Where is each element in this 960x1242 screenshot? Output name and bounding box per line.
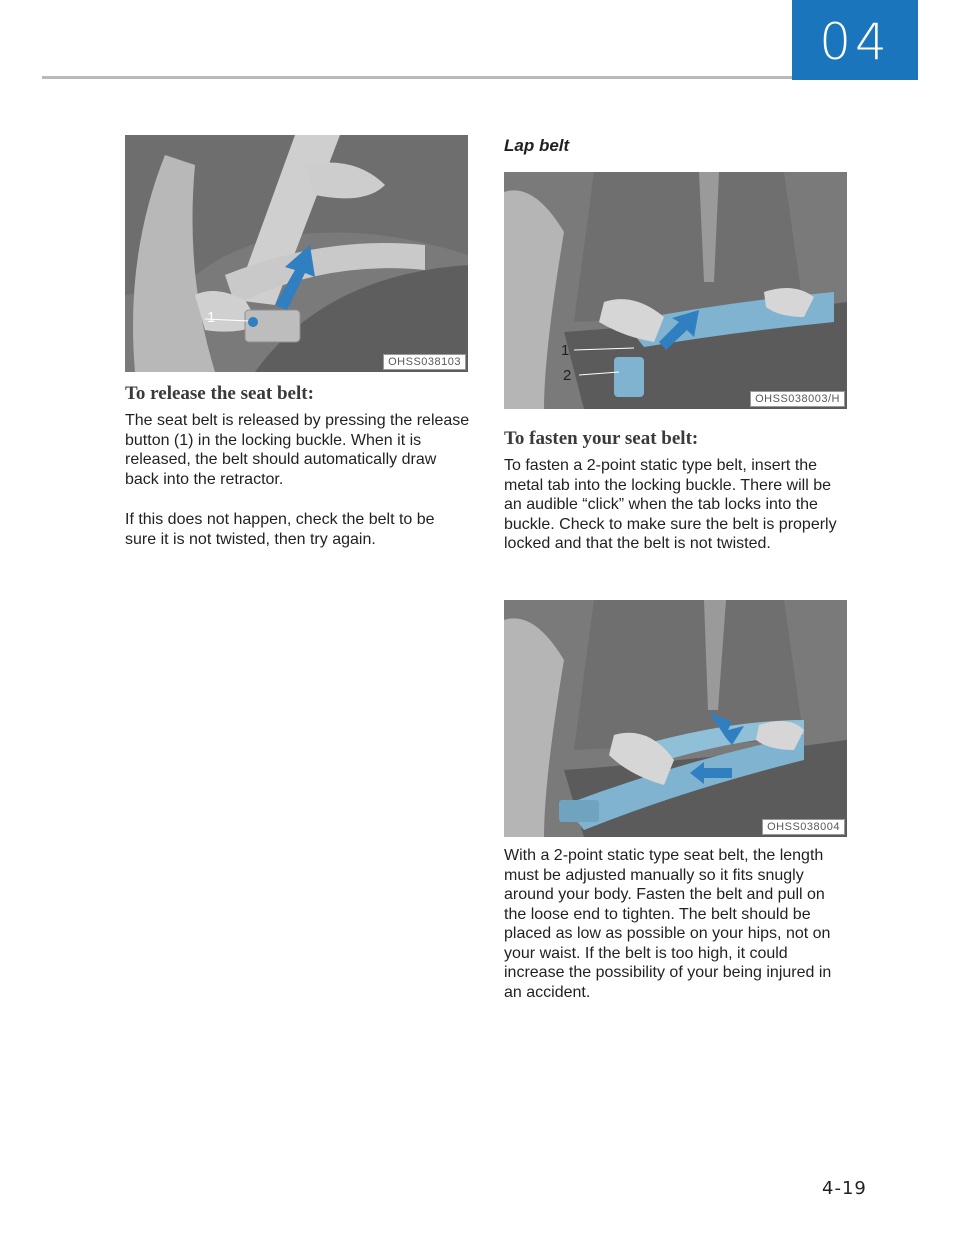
callout-2: 2 xyxy=(563,367,572,384)
release-belt-figure xyxy=(125,135,468,372)
page-number: 4-19 xyxy=(822,1178,867,1199)
adjust-belt-illustration xyxy=(504,600,847,837)
fasten-heading: To fasten your seat belt: xyxy=(504,428,699,449)
figure-code: OHSS038004 xyxy=(762,819,845,835)
release-heading: To release the seat belt: xyxy=(125,383,314,404)
figure-code: OHSS038003/H xyxy=(750,391,845,407)
fasten-paragraph: To fasten a 2-point static type belt, insert the metal tab into the locking buckle. There will be an audible “click” when the tab locks into the buckle. Check to make sure the belt is properly locked and that the belt is not twisted. xyxy=(504,457,837,552)
figure-code: OHSS038103 xyxy=(383,354,466,370)
callout-1: 1 xyxy=(207,309,216,326)
adjust-belt-figure xyxy=(504,600,847,837)
lap-belt-figure xyxy=(504,172,847,409)
release-belt-illustration xyxy=(125,135,468,372)
release-paragraph-2: If this does not happen, check the belt to be sure it is not twisted, then try again. xyxy=(125,511,435,548)
chapter-tab: 04 xyxy=(792,0,918,80)
callout-1: 1 xyxy=(561,342,570,359)
lap-belt-illustration xyxy=(504,172,847,409)
adjust-paragraph: With a 2-point static type seat belt, the length must be adjusted manually so it fits snugly around your body. Fasten the belt and pull on the loose end to tighten. The belt should be placed as low as possible on your hips, not on your waist. If the belt is too high, it could increase the possibility of your being injured in an accident. xyxy=(504,847,832,1001)
lap-belt-subhead: Lap belt xyxy=(504,136,570,155)
release-paragraph-1: The seat belt is released by pressing the release button (1) in the locking buckle. When it is released, the belt should automatically draw back into the retractor. xyxy=(125,412,470,488)
header-rule xyxy=(42,76,792,79)
